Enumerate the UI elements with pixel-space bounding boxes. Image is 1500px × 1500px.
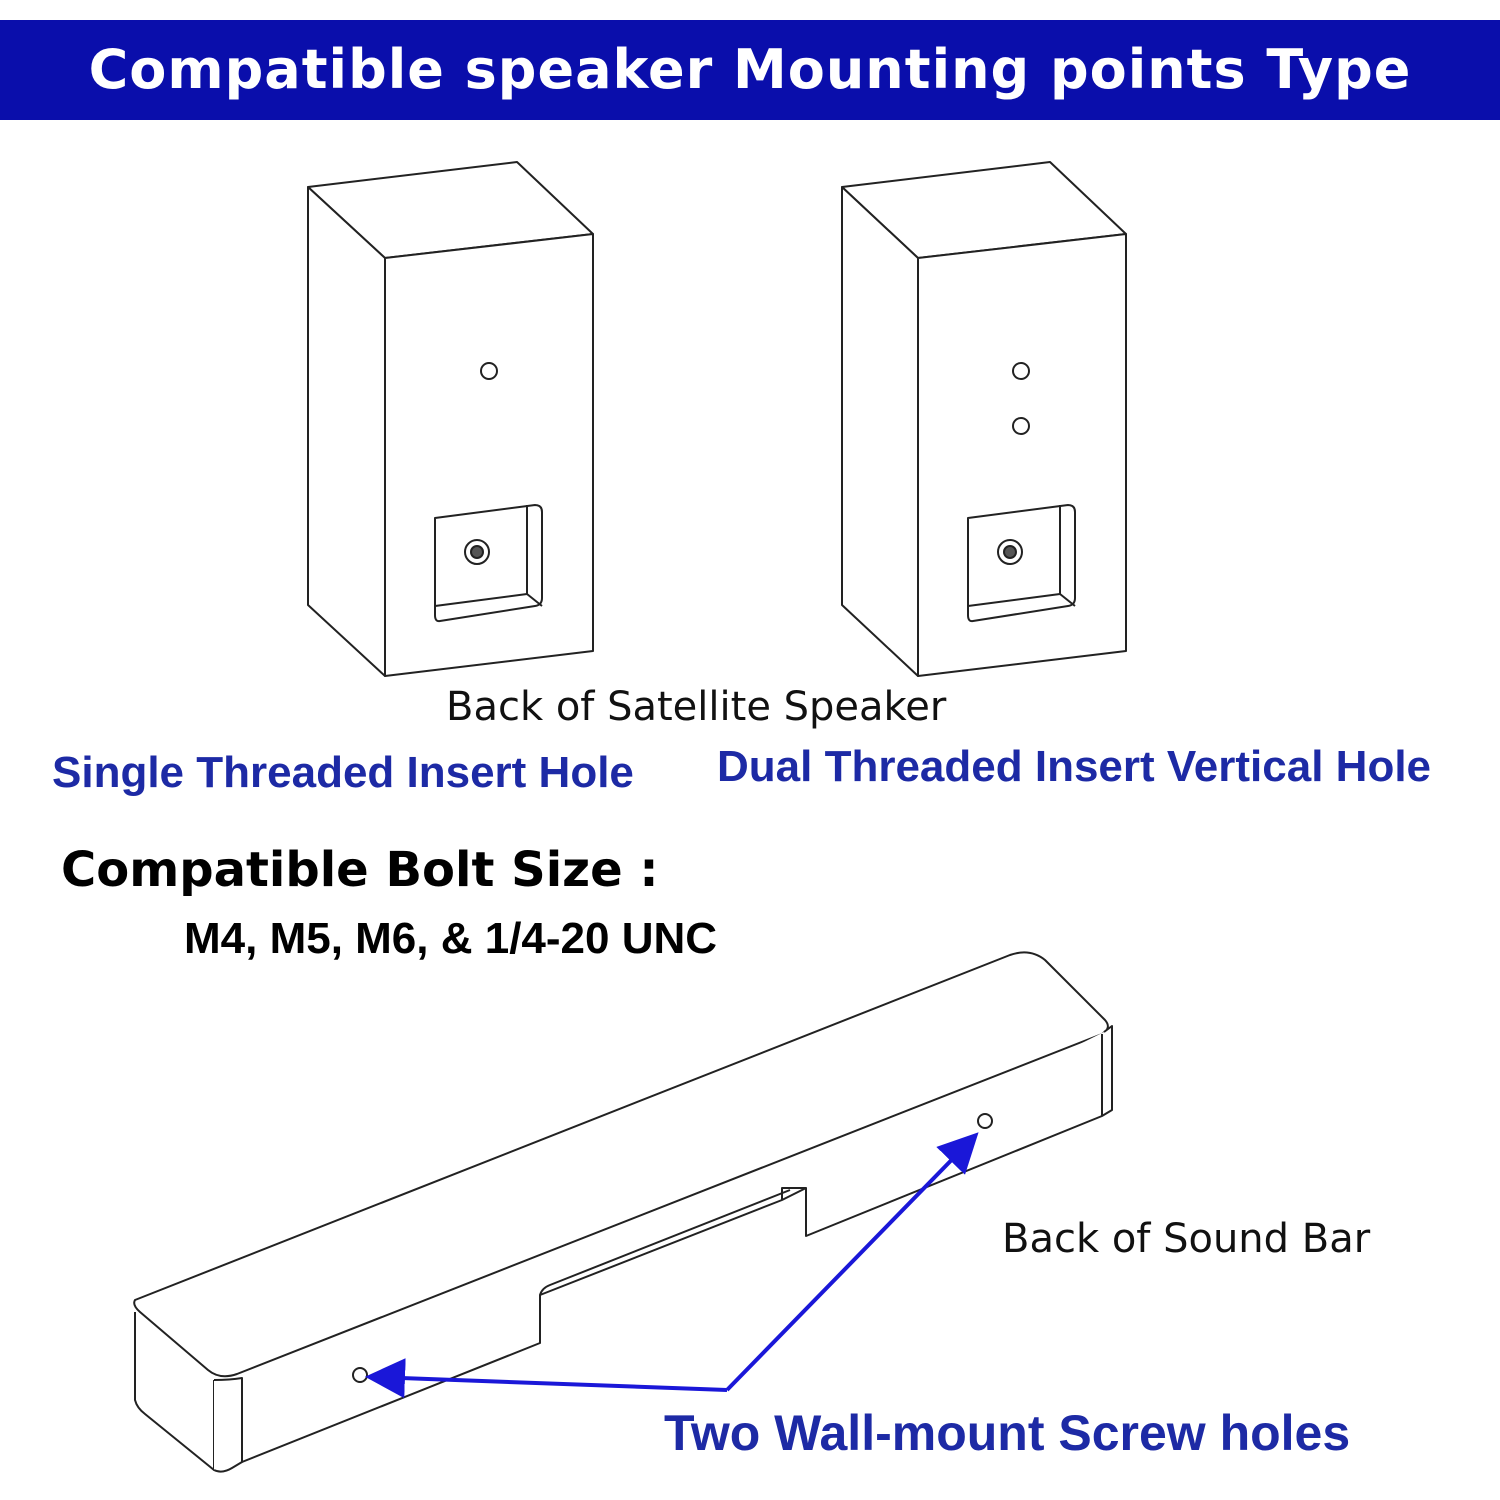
sound-bar-icon xyxy=(134,952,1112,1471)
threaded-insert-hole-upper xyxy=(1013,363,1029,379)
bolt-size-values: M4, M5, M6, & 1/4-20 UNC xyxy=(184,914,718,963)
screw-holes-label: Two Wall-mount Screw holes xyxy=(664,1405,1351,1461)
dual-hole-label: Dual Threaded Insert Vertical Hole xyxy=(717,742,1432,791)
satellite-speaker-single-icon xyxy=(308,162,593,676)
threaded-insert-hole-lower xyxy=(1013,418,1029,434)
bolt-size-heading: Compatible Bolt Size : xyxy=(61,842,659,898)
terminal-recess xyxy=(435,505,542,621)
sound-bar-caption: Back of Sound Bar xyxy=(1002,1216,1371,1262)
satellite-speaker-dual-icon xyxy=(842,162,1126,676)
single-hole-label: Single Threaded Insert Hole xyxy=(52,748,634,797)
header-title: Compatible speaker Mounting points Type xyxy=(88,38,1412,101)
wall-mount-screw-hole-right xyxy=(978,1114,992,1128)
threaded-insert-hole xyxy=(481,363,497,379)
wall-mount-screw-hole-left xyxy=(353,1368,367,1382)
terminal-recess xyxy=(968,505,1075,621)
satellite-speaker-caption: Back of Satellite Speaker xyxy=(446,684,947,730)
